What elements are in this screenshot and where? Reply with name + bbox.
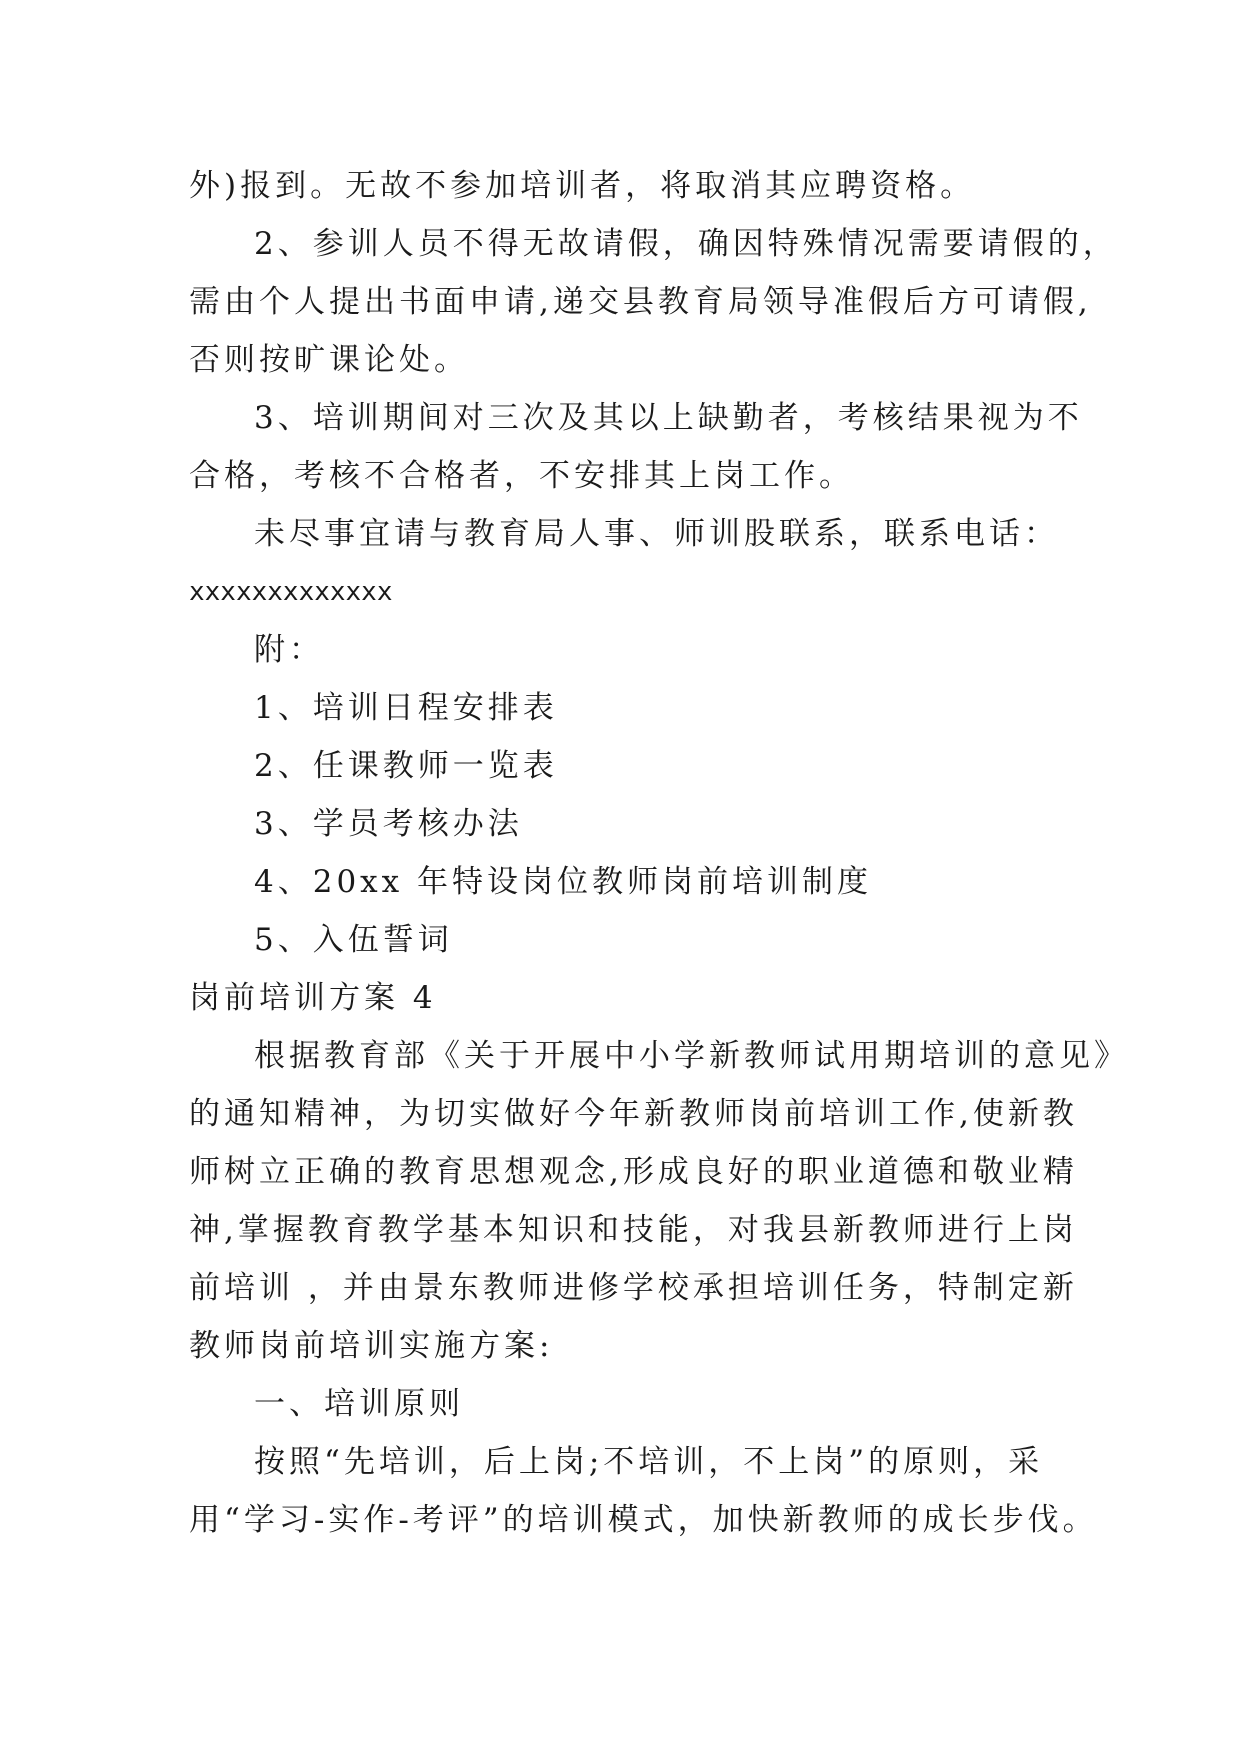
appendix-item: 3、学员考核办法: [254, 806, 523, 842]
paragraph-line: 用“学习-实作-考评”的培训模式，加快新教师的成长步伐。: [189, 1502, 1098, 1538]
appendix-item: 4、20xx 年特设岗位教师岗前培训制度: [254, 864, 872, 900]
paragraph-line: 需由个人提出书面申请,递交县教育局领导准假后方可请假,: [189, 284, 1092, 320]
paragraph-line: 否则按旷课论处。: [189, 342, 469, 378]
appendix-label: 附：: [254, 632, 324, 668]
paragraph-line: 3、培训期间对三次及其以上缺勤者，考核结果视为不: [254, 400, 1083, 436]
paragraph-line: 师树立正确的教育思想观念,形成良好的职业道德和敬业精: [189, 1154, 1078, 1190]
appendix-item: 2、任课教师一览表: [254, 748, 558, 784]
phone-number: xxxxxxxxxxxxx: [189, 577, 393, 607]
paragraph-line: 按照“先培训，后上岗;不培训，不上岗”的原则，采: [254, 1444, 1044, 1480]
paragraph-line: 前培训 ，并由景东教师进修学校承担培训任务，特制定新: [189, 1270, 1078, 1306]
paragraph-line: 根据教育部《关于开展中小学新教师试用期培训的意见》: [254, 1038, 1129, 1074]
paragraph-line: 神,掌握教育教学基本知识和技能，对我县新教师进行上岗: [189, 1212, 1078, 1248]
paragraph-line: 教师岗前培训实施方案:: [189, 1328, 554, 1364]
paragraph-line: 合格，考核不合格者，不安排其上岗工作。: [189, 458, 854, 494]
section-heading: 岗前培训方案 4: [189, 980, 437, 1016]
paragraph-line: 的通知精神，为切实做好今年新教师岗前培训工作,使新教: [189, 1096, 1078, 1132]
appendix-item: 1、培训日程安排表: [254, 690, 558, 726]
appendix-item: 5、入伍誓词: [254, 922, 453, 958]
paragraph-line: 2、参训人员不得无故请假，确因特殊情况需要请假的，: [254, 226, 1118, 262]
paragraph-line: 外)报到。无故不参加培训者，将取消其应聘资格。: [189, 168, 976, 204]
subsection-heading: 一、培训原则: [254, 1386, 464, 1422]
paragraph-line: 未尽事宜请与教育局人事、师训股联系，联系电话：: [254, 516, 1059, 552]
